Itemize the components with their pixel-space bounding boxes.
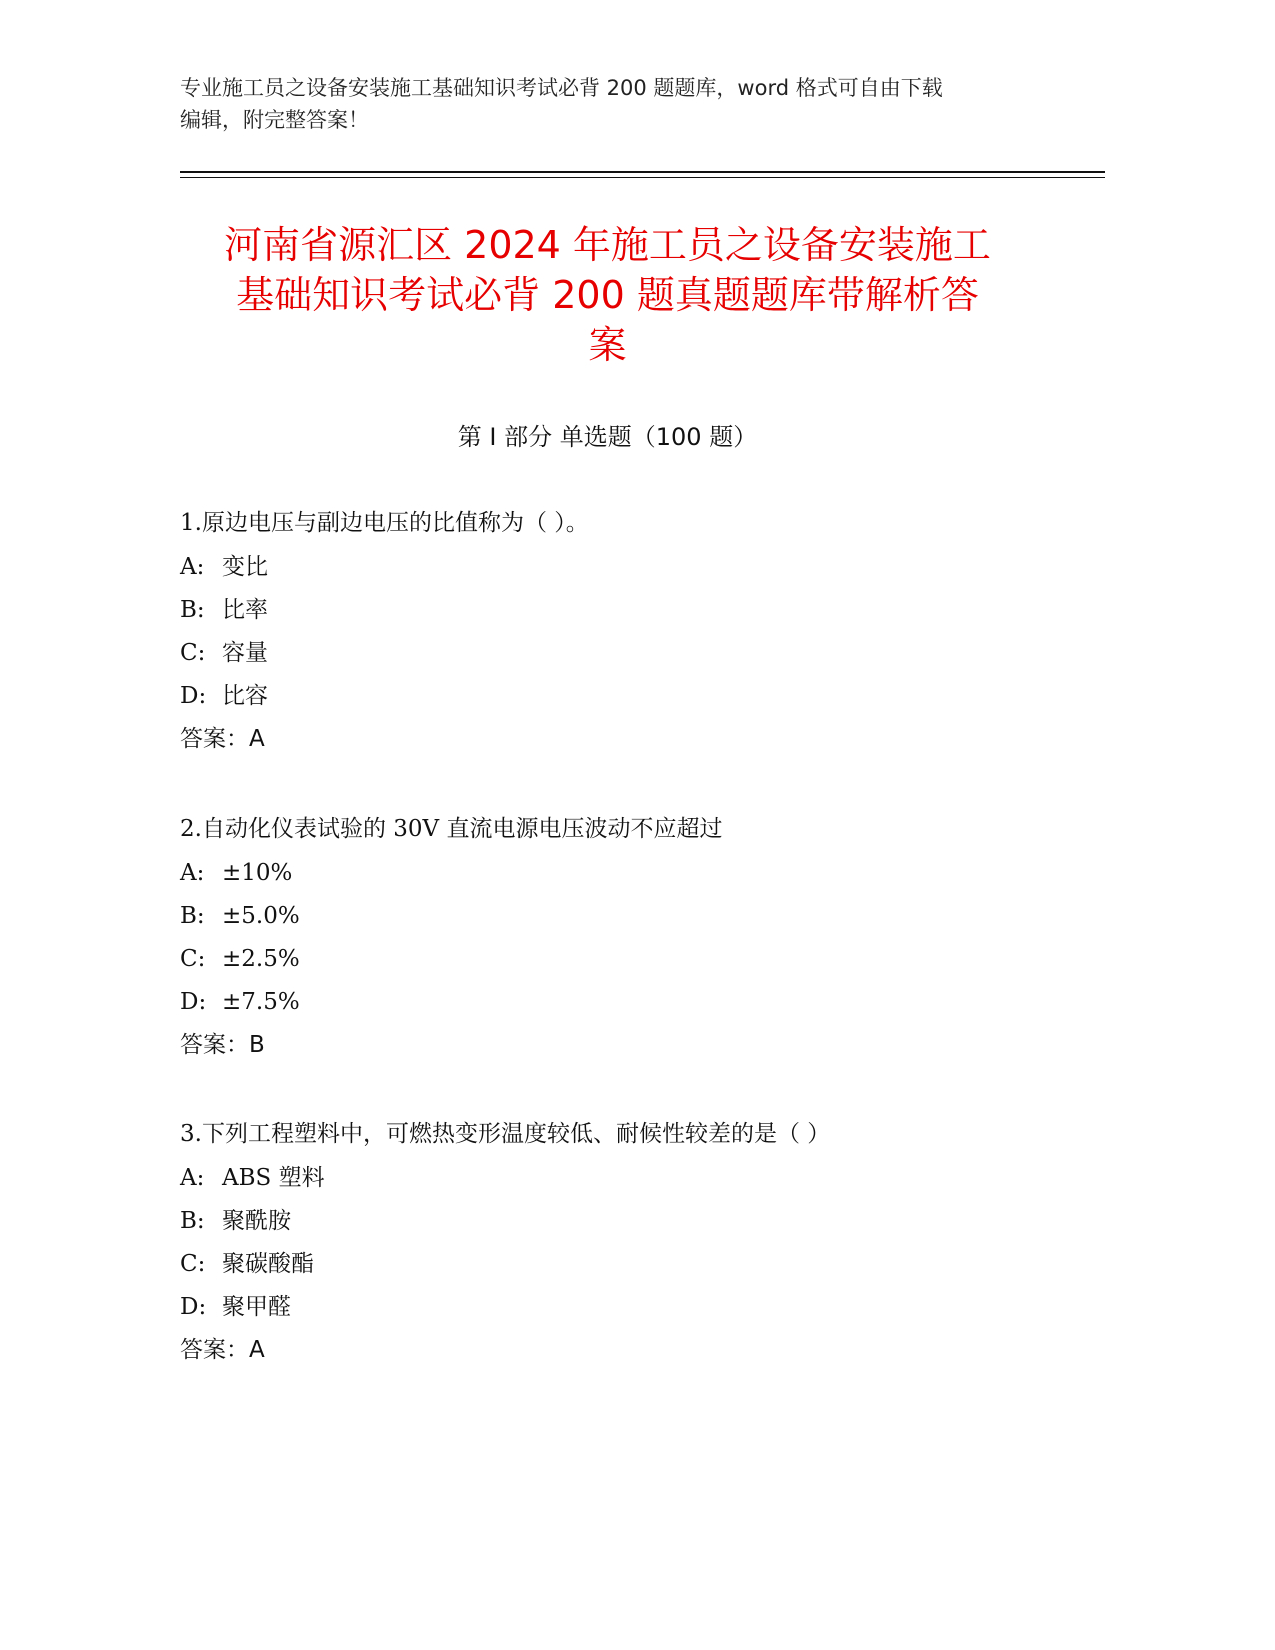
header-note-line-1: 专业施工员之设备安装施工基础知识考试必背 200 题题库，word 格式可自由下载	[180, 76, 943, 100]
option-a	[180, 552, 1080, 595]
option-b	[180, 901, 1080, 944]
header-note-line-2: 编辑，附完整答案！	[180, 108, 369, 132]
option-letter: D:	[180, 683, 207, 709]
option-text: 容量	[222, 640, 268, 666]
option-letter: B:	[180, 1208, 205, 1234]
option-text: ±5.0%	[222, 903, 300, 929]
option-d	[180, 681, 1080, 724]
document-title-line-1: 河南省源汇区 2024 年施工员之设备安装施工	[224, 223, 991, 267]
option-text: 聚碳酸酯	[222, 1251, 314, 1277]
question-3	[180, 1119, 1080, 1378]
option-letter: A:	[180, 554, 205, 580]
option-letter: C:	[180, 946, 206, 972]
option-text: 比率	[222, 597, 268, 623]
option-letter: A:	[180, 1165, 205, 1191]
option-text: ABS 塑料	[222, 1165, 325, 1191]
option-text: 比容	[222, 683, 268, 709]
option-a	[180, 858, 1080, 901]
question-2	[180, 814, 1080, 1073]
option-a	[180, 1163, 1080, 1206]
question-1	[180, 508, 1080, 767]
document-title	[150, 220, 1065, 370]
option-text: 聚甲醛	[222, 1294, 291, 1320]
option-letter: C:	[180, 1251, 206, 1277]
option-text: 变比	[222, 554, 268, 580]
option-c	[180, 944, 1080, 987]
option-text: ±7.5%	[222, 989, 300, 1015]
answer-line: 答案：A	[180, 1337, 265, 1363]
document-title-line-2: 基础知识考试必背 200 题真题题库带解析答	[236, 273, 979, 317]
option-d	[180, 1292, 1080, 1335]
option-b	[180, 595, 1080, 638]
option-c	[180, 638, 1080, 681]
option-b	[180, 1206, 1080, 1249]
header-divider-thin	[180, 177, 1105, 178]
header-divider-thick	[180, 171, 1105, 173]
section-heading: 第 I 部分 单选题（100 题）	[457, 423, 758, 451]
question-stem: 2.自动化仪表试验的 30V 直流电源电压波动不应超过	[180, 816, 723, 842]
option-text: ±10%	[222, 860, 293, 886]
option-letter: B:	[180, 903, 205, 929]
option-letter: C:	[180, 640, 206, 666]
option-c	[180, 1249, 1080, 1292]
option-letter: B:	[180, 597, 205, 623]
answer-line: 答案：A	[180, 726, 265, 752]
document-title-line-3: 案	[588, 323, 627, 367]
option-d	[180, 987, 1080, 1030]
question-stem: 1.原边电压与副边电压的比值称为（ ）。	[180, 510, 589, 536]
option-text: ±2.5%	[222, 946, 300, 972]
option-text: 聚酰胺	[222, 1208, 291, 1234]
option-letter: D:	[180, 989, 207, 1015]
question-stem: 3.下列工程塑料中，可燃热变形温度较低、耐候性较差的是（ ）	[180, 1121, 831, 1147]
answer-line: 答案：B	[180, 1032, 265, 1058]
option-letter: D:	[180, 1294, 207, 1320]
option-letter: A:	[180, 860, 205, 886]
header-note	[180, 72, 1060, 136]
